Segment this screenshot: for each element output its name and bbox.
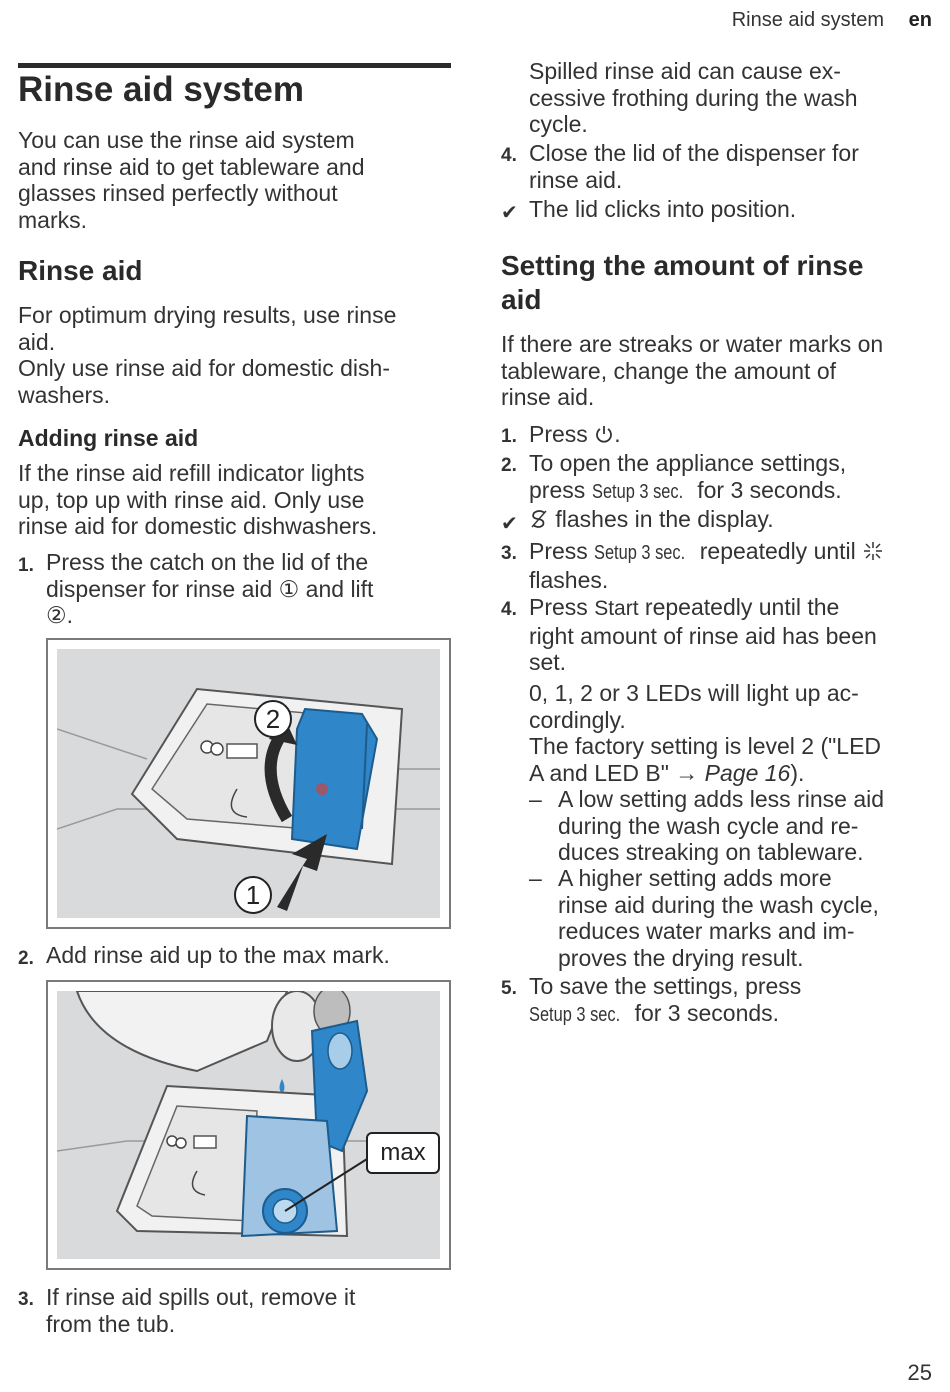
result-lid-clicks: The lid clicks into position. [529,196,797,222]
factory-setting-note: The factory setting is level 2 ("LED A and LED B" → Page 16). [529,733,882,786]
step-number: 2. [18,948,34,969]
power-icon [594,423,614,443]
page-title: Rinse aid system [18,70,304,109]
page-reference-link[interactable]: Page 16 [704,759,791,786]
check-icon: ✔ [501,513,518,535]
setup-button-label: Setup 3 sec. [529,1003,621,1026]
rinse-aid-star-icon [862,540,884,562]
step-number: 3. [18,1289,34,1310]
rinse-aid-paragraph: For optimum drying results, use rinse aid. Only use rinse aid for domestic dish- washers. [18,302,397,408]
fill-illustration [57,991,440,1259]
spill-warning-text: Spilled rinse aid can cause ex- cessive frothing during the wash cycle. [529,58,858,137]
step-2-text: Add rinse aid up to the max mark. [46,942,390,968]
step-number: 5. [501,978,517,999]
bullet-dash: – [529,786,542,812]
running-header-title: Rinse aid system [731,9,884,31]
step-number: 2. [501,455,517,476]
step-number: 1. [501,426,517,447]
step-1-text: Press the catch on the lid of the dispenser for rinse aid ① and lift ②. [46,549,374,628]
step-press-power: Press . [529,421,621,447]
check-icon: ✔ [501,202,518,224]
step-open-settings: To open the appliance settings, press Setup 3 sec. for 3 seconds. [529,450,846,505]
result-flashes: flashes in the display. [529,506,774,533]
figure-open-dispenser [46,638,451,929]
setting-paragraph: If there are streaks or water marks on tableware, change the amount of rinse aid. [501,331,884,410]
intro-paragraph: You can use the rinse aid system and rinse aid to get tableware and glasses rinsed perfectly without marks. [18,127,365,233]
step-save-settings: To save the settings, press Setup 3 sec. for 3 seconds. [529,973,801,1028]
step-press-start: Press Start repeatedly until the right amount of rinse aid has been set. [529,594,877,675]
step-number: 3. [501,543,517,564]
step-number: 4. [501,599,517,620]
callout-1-icon: 1 [234,876,272,914]
rinse-aid-symbol-icon [529,508,549,530]
figure-fill-rinse-aid [46,980,451,1270]
heading-setting-amount: Setting the amount of rinse aid [501,250,864,315]
led-note: 0, 1, 2 or 3 LEDs will light up ac- cordingly. [529,680,859,733]
bullet-dash: – [529,865,542,891]
bullet-high-setting: A higher setting adds more rinse aid during the wash cycle, reduces water marks and im- proves the drying result. [558,865,879,971]
page-number: 25 [907,1360,932,1385]
start-button-label: Start [594,597,639,620]
callout-2-icon: 2 [254,700,292,738]
step-select-rinse-aid: Press Setup 3 sec. repeatedly until flashes. [529,538,884,593]
step-number: 1. [18,555,34,576]
setup-button-label: Setup 3 sec. [594,542,686,564]
max-mark-label: max [366,1132,440,1174]
step-number: 4. [501,145,517,166]
step-4-close-lid-text: Close the lid of the dispenser for rinse aid. [529,140,859,193]
language-code: en [908,9,932,31]
section-rule [18,63,451,68]
setup-button-label: Setup 3 sec. [591,480,683,503]
heading-adding-rinse-aid: Adding rinse aid [18,425,199,451]
adding-paragraph: If the rinse aid refill indicator lights up, top up with rinse aid. Only use rinse aid for domestic dishwashers. [18,460,378,539]
heading-rinse-aid: Rinse aid [18,255,143,286]
bullet-low-setting: A low setting adds less rinse aid during the wash cycle and re- duces streaking on tableware. [558,786,885,865]
step-3-text: If rinse aid spills out, remove it from the tub. [46,1284,356,1337]
